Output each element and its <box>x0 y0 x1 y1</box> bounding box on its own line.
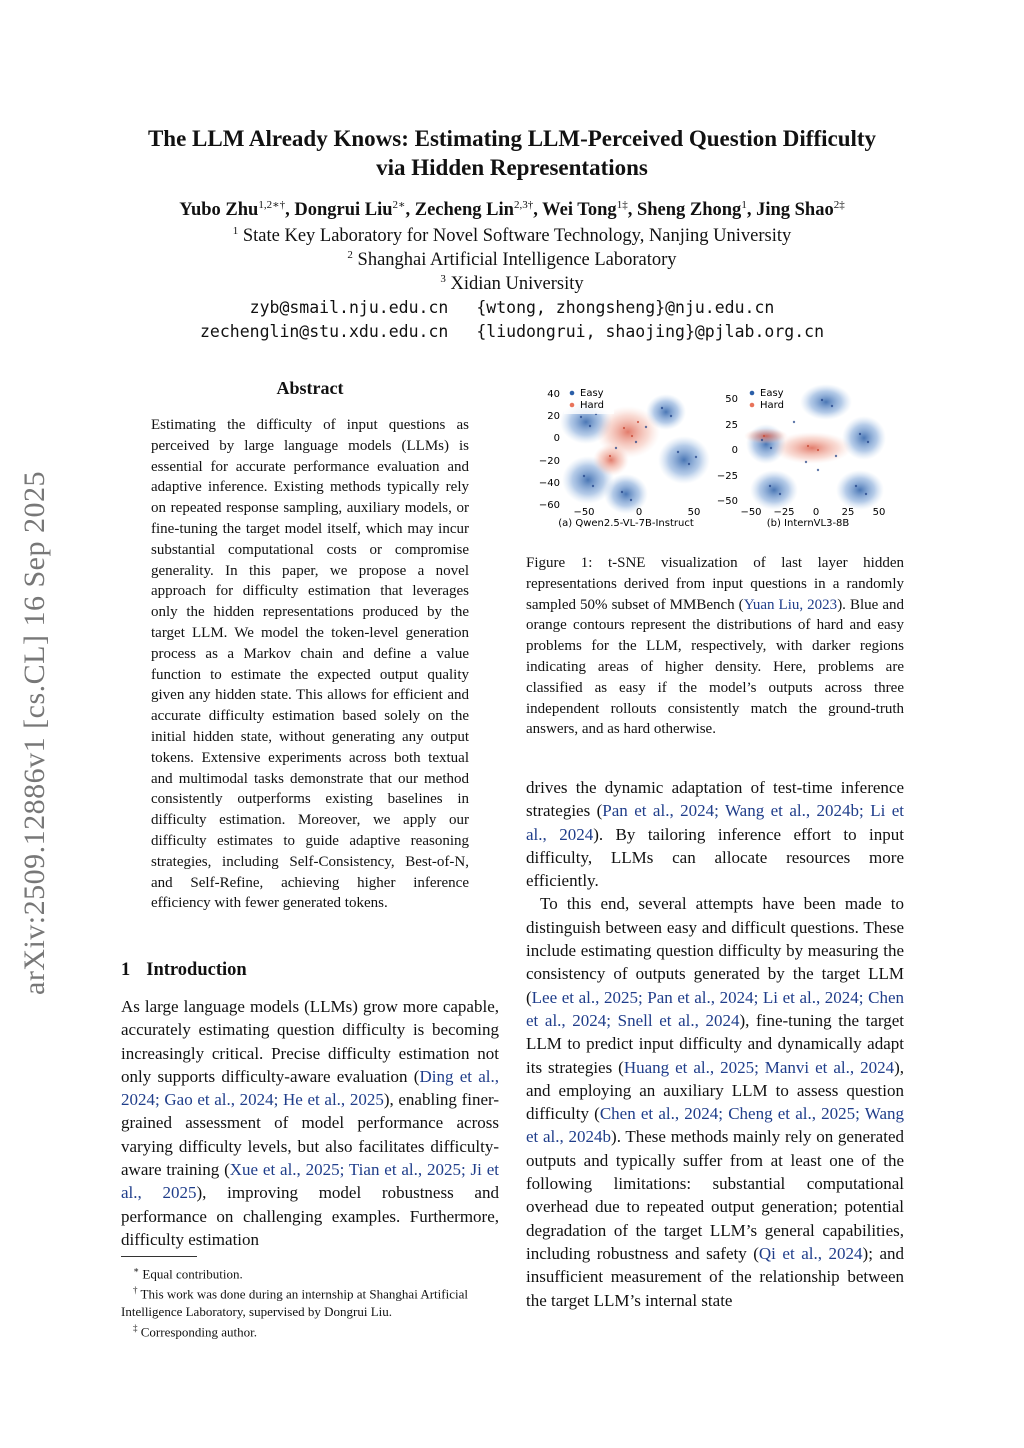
figure-tsne <box>526 382 904 532</box>
body-text: drives the dynamic adaptation of test-time inference strategies ( <box>526 778 904 821</box>
density-easy <box>836 470 884 510</box>
body-text: ). By tailoring inference effort to input difficulty, LLMs can allocate resources more efficiently. <box>526 824 904 891</box>
footnote-rule <box>121 1256 197 1257</box>
x-tick: 25 <box>841 507 855 518</box>
abstract-heading: Abstract <box>276 378 344 398</box>
body-text: ), enabling finer-grained assessment of model performance across varying difficulty levels, but also facilitates difficulty-aware training ( <box>121 1090 499 1180</box>
y-tick: −20 <box>538 456 560 467</box>
density-easy <box>800 384 852 420</box>
legend-easy: Easy <box>760 388 784 399</box>
body-text: ), fine-tuning the target LLM to predict input difficulty and dynamically adapt its strategies ( <box>526 1010 905 1077</box>
x-tick: 0 <box>635 507 643 518</box>
density-hard <box>744 428 788 444</box>
author-name: Dongrui Liu$^{2∗}$ <box>294 199 406 221</box>
body-text: ). These methods mainly rely on generated outputs and typically suffer from at least one of the following limitations: substantial computational overhead due to repeated output generation; potential degradation of the target LLM’s general capabilities, including robustness and safety ( <box>526 1127 904 1263</box>
author-list: Yubo Zhu$^{1,2∗\dagger}$, Dongrui Liu$^{2∗}$, Zecheng Lin$^{2,3\dagger}$, Wei Tong$^{1\ddagger}$, Sheng Zhong$^1$, Jing Shao$^{2\ddagger}$ <box>179 199 845 221</box>
body-text: As large language models (LLMs) grow more capable, accurately estimating question difficulty is becoming increasingly critical. Precise difficulty estimation not only supports difficulty-aware evaluation ( <box>121 997 499 1086</box>
legend-hard-marker <box>750 403 755 408</box>
author-name: Wei Tong$^{1\ddagger}$ <box>542 199 628 221</box>
y-tick: −60 <box>538 500 560 511</box>
intro-right-paragraph-2 <box>526 892 904 1311</box>
citation-link[interactable]: Xue et al., 2025; Tian et al., 2025; Ji et al., 2025 <box>121 1160 499 1203</box>
citation-link[interactable]: Chen et al., 2024; Cheng et al., 2025; Wang et al., 2024b <box>526 1104 904 1147</box>
x-tick: −50 <box>740 507 762 518</box>
paper-title <box>0 124 1024 182</box>
author-name: Yubo Zhu$^{1,2∗\dagger}$ <box>179 199 286 221</box>
section-heading: 1 Introduction <box>121 960 247 980</box>
affiliation-1: $^1$ State Key Laboratory for Novel Software Technology, Nanjing University <box>232 225 792 247</box>
x-tick: −50 <box>573 507 595 518</box>
citation-link[interactable]: Yuan Liu, 2023 <box>743 596 838 613</box>
panel-caption: (b) InternVL3-8B <box>766 518 850 529</box>
affiliation-3: $^3$ Xidian University <box>440 273 584 295</box>
email-row-1 <box>0 298 1024 317</box>
intro-right-paragraph-1 <box>526 776 904 892</box>
legend-easy-marker <box>570 391 575 396</box>
intro-left-paragraph <box>121 995 499 1251</box>
x-tick: 50 <box>687 507 701 518</box>
legend-hard: Hard <box>580 400 604 411</box>
footnote: ∗ Equal contribution. <box>133 1265 243 1282</box>
body-text: ); and insufficient measurement of the relationship between the target LLM’s internal state <box>526 1243 904 1310</box>
abstract-body: Estimating the difficulty of input questions as perceived by large language models (LLMs) is essential for accurate performance evaluation and adaptive inference. Existing methods typically rely on repeated response sampling, auxiliary models, or fine-tuning the target model itself, which may incur substantial computational costs or compromise generality. In this paper, we propose a novel approach for difficulty estimation that leverages only the hidden representations produced by the target LLM. We model the token-level generation process as a Markov chain and define a value function to estimate the expected output quality given any hidden state. This allows for efficient and accurate difficulty estimation based solely on the initial hidden state, without generating any output tokens. Extensive experiments across both textual and multimodal tasks demonstrate that our method consistently outperforms existing baselines in difficulty estimation. Moreover, we apply our difficulty estimates to guide adaptive reasoning strategies, including Self-Consistency, Best-of-N, and Self-Refine, achieving higher inference efficiency with fewer generated tokens. <box>151 417 469 912</box>
body-text: Figure 1: t-SNE visualization of last layer hidden representations derived from input questions in a randomly sampled 50% subset of MMBench ( <box>526 555 904 613</box>
y-tick: 25 <box>725 420 738 431</box>
x-tick: 0 <box>812 507 820 518</box>
citation-link[interactable]: Pan et al., 2024; Wang et al., 2024b; Li et al., 2024 <box>526 801 904 844</box>
panel-right <box>717 384 886 529</box>
body-text: ). Blue and orange contours represent the distributions of hard and easy problems for the LLM, respectively, with darker regions indicating areas of higher density. Here, problems are classified as easy if the model’s outputs across three independent rollouts consistently match the ground-truth answers, and as hard otherwise. <box>526 596 905 738</box>
figure-caption <box>526 553 904 740</box>
y-tick: −40 <box>538 478 560 489</box>
citation-link[interactable]: Ding et al., 2024; Gao et al., 2024; He et al., 2025 <box>121 1066 499 1110</box>
x-tick: −25 <box>773 507 795 518</box>
y-tick: 0 <box>731 445 738 456</box>
citation-link[interactable]: Huang et al., 2025; Manvi et al., 2024 <box>623 1057 895 1077</box>
y-tick: 40 <box>547 389 560 400</box>
email: {wtong, zhongsheng}@nju.edu.cn <box>476 298 775 317</box>
citation-link[interactable]: Qi et al., 2024 <box>758 1243 863 1263</box>
y-tick: 20 <box>547 411 560 422</box>
arxiv-identifier: arXiv:2509.12886v1 [cs.CL] 16 Sep 2025 <box>18 471 51 995</box>
panel-left <box>539 386 710 529</box>
title-line-2: via Hidden Representations <box>376 155 648 180</box>
footnote: † This work was done during an internship at Shanghai Artificial Intelligence Laboratory, supervised by Dongrui Liu. <box>121 1285 468 1319</box>
email: zechenglin@stu.xdu.edu.cn <box>199 322 449 341</box>
author-name: Sheng Zhong$^1$ <box>636 199 747 221</box>
density-easy <box>658 436 710 484</box>
title-line-1: The LLM Already Knows: Estimating LLM-Perceived Question Difficulty <box>147 126 877 151</box>
density-easy <box>750 470 798 510</box>
panel-caption: (a) Qwen2.5-VL-7B-Instruct <box>558 518 694 529</box>
y-tick: −25 <box>716 471 738 482</box>
y-tick: −50 <box>716 496 738 507</box>
citation-link[interactable]: Lee et al., 2025; Pan et al., 2024; Li et al., 2024; Chen et al., 2024; Snell et al., 2024 <box>526 987 904 1030</box>
body-text: ), improving model robustness and performance on challenging examples. Furthermore, difficulty estimation <box>121 1183 499 1249</box>
y-tick: 0 <box>553 433 560 444</box>
legend-hard-marker <box>570 403 575 408</box>
footnotes <box>121 1262 499 1340</box>
x-tick: 50 <box>872 507 886 518</box>
density-hard <box>593 444 629 476</box>
affiliation-2: $^2$ Shanghai Artificial Intelligence Laboratory <box>347 249 677 271</box>
author-name: Jing Shao$^{2\ddagger}$ <box>756 199 845 221</box>
legend-easy-marker <box>750 391 755 396</box>
body-text: To this end, several attempts have been made to distinguish between easy and difficult questions. These include estimating question difficulty by measuring the consistency of outputs generated by the target LLM ( <box>526 894 904 1007</box>
author-name: Zecheng Lin$^{2,3\dagger}$ <box>414 199 534 221</box>
legend-easy: Easy <box>580 388 604 399</box>
email: {liudongrui, shaojing}@pjlab.org.cn <box>476 322 825 341</box>
y-tick: 50 <box>725 394 738 405</box>
footnote: ‡ Corresponding author. <box>133 1322 258 1339</box>
body-text: ), and employing an auxiliary LLM to assess question difficulty ( <box>526 1057 904 1124</box>
intro-right-column <box>526 776 904 1312</box>
email: zyb@smail.nju.edu.cn <box>249 298 449 317</box>
legend-hard: Hard <box>760 400 784 411</box>
email-row-2 <box>0 322 1024 341</box>
